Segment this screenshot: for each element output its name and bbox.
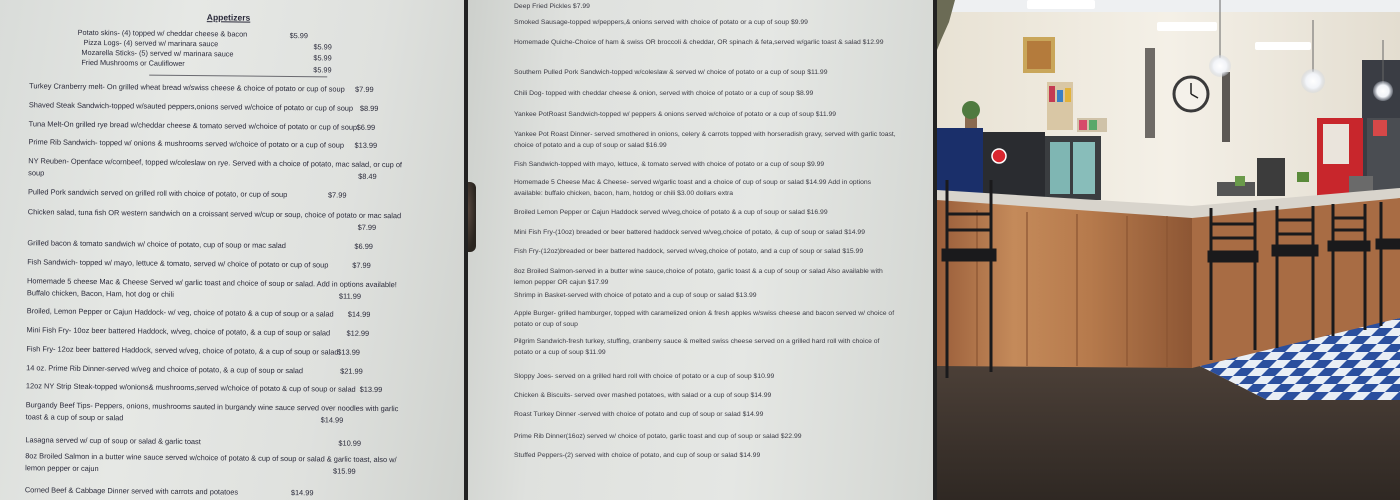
menu-item: Yankee PotRoast Sandwich-topped w/ peppers & onions served w/choice of potato or a cup of soup $11.99: [514, 111, 837, 118]
appetizer-item: Mozarella Sticks- (5) served w/ marinara sauce: [81, 47, 234, 59]
menu-item-price: $13.99: [359, 384, 383, 395]
menu-item: [27, 256, 417, 272]
menu-item-price: $14.99: [320, 415, 344, 425]
menu-item-text: Lasagna served w/ cup of soup or salad & garlic toast: [25, 435, 201, 447]
potted-plant: [962, 101, 980, 119]
menu-item: [26, 399, 416, 426]
menu-page-1-content: [0, 0, 464, 500]
menu-item: Fish Sandwich-topped with mayo, lettuce, & tomato served with choice of potato or a cup of soup $9.99: [514, 161, 825, 168]
menu-item-price: $6.99: [356, 122, 376, 132]
menu-item: 8oz Broiled Salmon-served in a butter wine sauce,choice of potato, garlic toast & a cup of soup or salad Also available with lemon pepper OR cajun $17.99: [514, 268, 883, 286]
menu-item: Chicken & Biscuits- served over mashed potatoes, with salad or a cup of soup $14.99: [514, 392, 772, 399]
menu-item: [26, 343, 416, 359]
menu-item-price: $15.99: [333, 466, 356, 476]
menu-item-price: $21.99: [340, 366, 363, 376]
menu-page-2-content: [468, 0, 933, 500]
menu-item: Smoked Sausage-topped w/peppers,& onions served with choice of potato or a cup of soup $9.99: [514, 19, 808, 26]
menu-item-text: Turkey Cranberry melt- On grilled wheat bread w/swiss cheese & choice of potato or cup of soup: [29, 81, 345, 94]
menu-item-price: $7.99: [355, 84, 374, 94]
menu-item: Roast Turkey Dinner -served with choice of potato and cup of soup or salad $14.99: [514, 411, 764, 418]
menu-item: [25, 450, 415, 477]
menu-item: Mini Fish Fry-(10oz) breaded or beer battered haddock served w/veg,choice of potato, & cup of soup or salad $14.99: [514, 229, 865, 236]
menu-item-price: $7.99: [327, 190, 347, 200]
menu-item-price: $7.99: [352, 260, 371, 270]
ceiling-light: [1255, 42, 1311, 50]
wall-panel: [1145, 48, 1155, 138]
counter-plant: [1297, 172, 1309, 182]
menu-item: Broiled Lemon Pepper or Cajun Haddock served w/veg,choice of potato & a cup of soup or salad $16.99: [514, 209, 828, 216]
menu-item: [27, 237, 417, 253]
menu-item: [26, 324, 416, 340]
menu-item-price: $7.99: [357, 222, 377, 232]
menu-item-text: Pulled Pork sandwich served on grilled roll with choice of potato, or cup of soup: [27, 187, 288, 200]
menu-item: Fish Fry-(12oz)breaded or beer battered haddock, served w/veg,choice of potato, and a cup of soup or salad $15.99: [514, 248, 864, 255]
pepsi-logo-icon: [992, 149, 1006, 163]
menu-item-text: Homemade 5 cheese Mac & Cheese Served w/ garlic toast and choice of soup or salad. Add in options available! Buffalo chicken, Bacon, Ham, hot dog or chili: [26, 276, 397, 299]
sign: [1373, 120, 1387, 136]
menu-item: Chili Dog- topped with cheddar cheese & onion, served with choice of potato or a cup of soup $8.99: [514, 90, 814, 97]
menu-item: Yankee Pot Roast Dinner- served smothered in onions, celery & carrots topped with horseradish gravy, served with garlic toast, choice of potato and a cup of soup or salad $16.99: [514, 131, 896, 149]
cooler-glass-door: [1073, 142, 1095, 194]
pendant-light: [1373, 81, 1393, 101]
counter-plant: [1235, 176, 1245, 186]
menu-item: Prime Rib Dinner(16oz) served w/ choice of potato, garlic toast and cup of soup or salad $22.99: [514, 433, 802, 440]
menu-item-price: $12.99: [346, 328, 370, 338]
appetizer-item: Pizza Logs- (4) served w/ marinara sauce: [83, 37, 219, 49]
menu-item-text: Fish Sandwich- topped w/ mayo, lettuce & tomato, served w/ choice of potato or cup of soup: [27, 257, 329, 270]
menu-item-text: 14 oz. Prime Rib Dinner-served w/veg and choice of potato, & a cup of soup or salad: [26, 363, 304, 376]
menu-item: [29, 80, 419, 96]
menu-item: Homemade 5 Cheese Mac & Cheese- served w/garlic toast and a choice of cup of soup or salad $14.99 Add in options available: buffalo chicken, bacon, ham, hotdog or chili $3.00 dollars extra: [514, 179, 872, 197]
menu-item: [29, 118, 419, 134]
menu-item-text: Corned Beef & Cabbage Dinner served with carrots and potatoes: [24, 485, 239, 497]
menu-item-price: $11.99: [338, 291, 362, 301]
divider-line: [149, 75, 327, 78]
appetizer-price: $5.99: [313, 65, 332, 75]
vending-panel: [1323, 124, 1349, 164]
menu-item-text: Mini Fish Fry- 10oz beer battered Haddock, w/veg, choice of potato, & a cup of soup or salad: [26, 325, 331, 338]
menu-item: Deep Fried Pickles $7.99: [514, 3, 590, 10]
menu-item-price: $14.99: [290, 488, 314, 498]
menu-item-text: 12oz NY Strip Steak-topped w/onions& mushrooms,served w/choice of potato & cup of soup or salad: [25, 381, 356, 394]
cooler-glass-door: [1050, 142, 1070, 194]
menu-item-price: $8.49: [358, 171, 377, 181]
menu-item: [28, 186, 418, 202]
snack-item: [1079, 120, 1087, 130]
menu-item-price: $13.99: [354, 140, 378, 150]
pendant-light: [1301, 69, 1325, 93]
menu-item: Southern Pulled Pork Sandwich-topped w/coleslaw & served w/ choice of potato or a cup of soup $11.99: [514, 69, 828, 76]
appetizers-heading: Appetizers: [206, 12, 251, 23]
pepsi-cooler: [937, 128, 983, 198]
menu-item: [27, 305, 417, 321]
appetizer-price: $5.99: [313, 53, 332, 63]
menu-item-text: Grilled bacon & tomato sandwich w/ choice of potato, cup of soup or mac salad: [27, 238, 286, 251]
menu-item: Pilgrim Sandwich-fresh turkey, stuffing, cranberry sauce & melted swiss cheese served on a grilled hard roll with choice of potato or a cup of soup $11.99: [514, 338, 880, 356]
appetizer-item: Fried Mushrooms or Cauliflower: [81, 57, 185, 68]
pendant-light: [1209, 55, 1231, 77]
menu-item-text: Prime Rib Sandwich- topped w/ onions & mushrooms served w/choice of potato or a cup of soup: [28, 137, 345, 150]
menu-item: [26, 380, 416, 396]
menu-item-text: NY Reuben- Openface w/cornbeef, topped w/coleslaw on rye. Served with a choice of potato, mac salad, or cup of soup: [28, 156, 403, 177]
menu-item-price: $14.99: [347, 309, 371, 319]
menu-item: Sloppy Joes- served on a grilled hard roll with choice of potato or a cup of soup $10.99: [514, 373, 775, 380]
menu-item-price: $10.99: [338, 438, 362, 448]
restaurant-interior-photo: [937, 0, 1400, 500]
shelf-item: [1049, 86, 1055, 102]
menu-item: Homemade Quiche-Choice of ham & swiss OR broccoli & cheddar, OR spinach & feta,served w/garlic toast & salad $12.99: [514, 39, 884, 46]
appetizer-item: Potato skins- (4) topped w/ cheddar cheese & bacon: [77, 27, 248, 39]
menu-item: [27, 206, 418, 232]
ceiling-light: [1157, 22, 1217, 31]
menu-photo-page-1: [0, 0, 464, 500]
appetizer-price: $5.99: [313, 42, 332, 52]
menu-item-text: 8oz Broiled Salmon in a butter wine sauce served w/choice of potato & cup of soup or salad & garlic toast, also w/ lemon pepper or cajun: [25, 451, 397, 473]
coffee-machine: [1257, 158, 1285, 196]
menu-photo-page-2: [468, 0, 933, 500]
wooden-counter-front: [937, 196, 1192, 368]
menu-item-text: Burgandy Beef Tips- Peppers, onions, mushrooms sauted in burgandy wine sauce served over noodles with garlic toast & a cup of soup or salad: [25, 400, 399, 422]
snack-item: [1089, 120, 1097, 130]
menu-item-price: $8.99: [359, 103, 379, 113]
menu-item: Apple Burger- grilled hamburger, topped with caramelized onion & fresh apples w/swiss cheese and bacon served w/ choice of potato or cup of soup: [514, 310, 895, 328]
menu-item: Shrimp in Basket-served with choice of potato and a cup of soup or salad $13.99: [514, 292, 757, 299]
menu-item-text: Broiled, Lemon Pepper or Cajun Haddock- w/ veg, choice of potato & a cup of soup or a salad: [26, 306, 334, 319]
menu-item-text: Fish Fry- 12oz beer battered Haddock, served w/veg, choice of potato, & a cup of soup or salad: [26, 344, 339, 357]
menu-item: [27, 275, 417, 302]
wall-panel: [1222, 72, 1230, 142]
menu-item: [25, 484, 415, 500]
shelf-item: [1065, 88, 1071, 102]
menu-item-price: $6.99: [354, 241, 373, 251]
menu-item: Stuffed Peppers-(2) served with choice of potato, and cup of soup or salad $14.99: [514, 452, 761, 459]
menu-item: [29, 99, 419, 115]
menu-item: [26, 362, 416, 378]
menu-item-text: Shaved Steak Sandwich-topped w/sauted peppers,onions served w/choice of potato or cup of soup: [28, 100, 354, 113]
ceiling-light: [1027, 0, 1095, 9]
ceiling: [937, 0, 1400, 12]
menu-item: [28, 136, 418, 152]
appetizer-price: $5.99: [289, 31, 308, 41]
menu-item: [25, 434, 415, 450]
shelf-item: [1057, 90, 1063, 102]
menu-item-text: Tuna Melt-On grilled rye bread w/cheddar cheese & tomato served w/choice of potato or cup of soup: [28, 119, 358, 132]
menu-item: [28, 155, 418, 182]
interior-scene: [937, 0, 1400, 500]
menu-item-text: Chicken salad, tuna fish OR western sandwich on a croissant served w/cup or soup, choice of potato or mac salad: [27, 207, 402, 221]
menu-item-price: $13.99: [337, 347, 360, 357]
wall-art-inner: [1027, 41, 1051, 69]
